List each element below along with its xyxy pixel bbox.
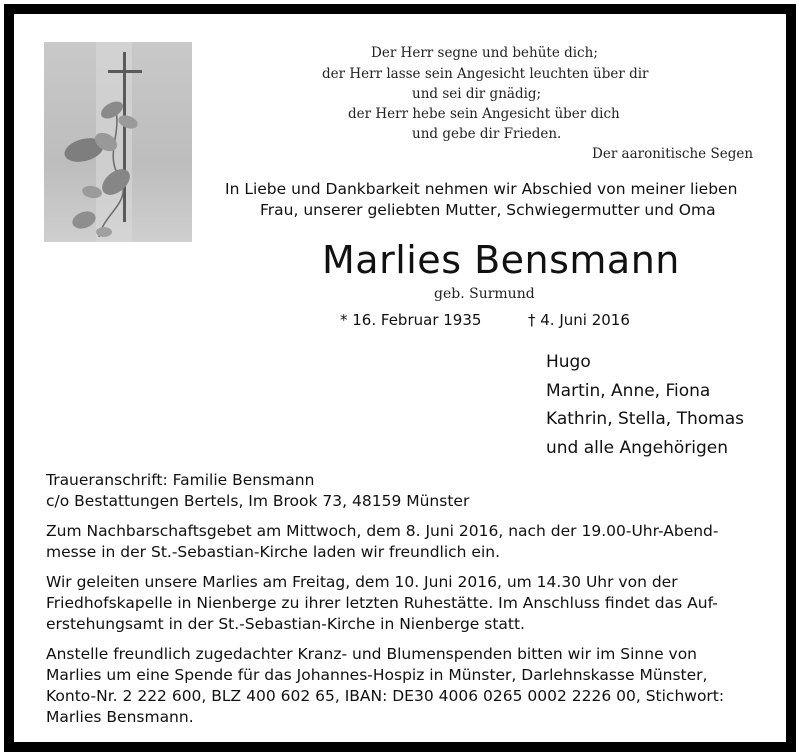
maiden-name: geb. Surmund: [434, 286, 535, 302]
family-member: und alle Angehörigen: [546, 438, 729, 458]
intro-line: Frau, unserer geliebten Mutter, Schwiegermutter und Oma: [260, 201, 716, 219]
birth-date: * 16. Februar 1935: [340, 311, 482, 329]
paragraph-line: Marlies Bensmann.: [46, 708, 194, 726]
family-member: Hugo: [546, 352, 591, 372]
death-date: † 4. Juni 2016: [528, 311, 630, 329]
paragraph-line: Friedhofskapelle in Nienberge zu ihrer letzten Ruhestätte. Im Anschluss findet das Auf-: [46, 594, 718, 612]
cross-ivy-icon: [44, 42, 192, 242]
address-line: Traueranschrift: Familie Bensmann: [46, 471, 315, 489]
family-member: Martin, Anne, Fiona: [546, 381, 711, 401]
paragraph-line: Wir geleiten unsere Marlies am Freitag, dem 10. Juni 2016, um 14.30 Uhr von der: [46, 573, 678, 591]
verse-line: und sei dir gnädig;: [412, 86, 542, 102]
family-member: Kathrin, Stella, Thomas: [546, 409, 744, 429]
deceased-name: Marlies Bensmann: [322, 238, 680, 282]
verse-line: Der Herr segne und behüte dich;: [371, 45, 598, 61]
verse-line: der Herr hebe sein Angesicht über dich: [348, 106, 620, 122]
cross-ivy-image: [44, 42, 192, 242]
paragraph-line: Anstelle freundlich zugedachter Kranz- und Blumenspenden bitten wir im Sinne von: [46, 645, 698, 663]
intro-line: In Liebe und Dankbarkeit nehmen wir Abschied von meiner lieben: [225, 180, 738, 198]
verse-source: Der aaronitische Segen: [592, 146, 754, 162]
verse-line: und gebe dir Frieden.: [412, 126, 562, 142]
paragraph-line: Marlies um eine Spende für das Johannes-Hospiz in Münster, Darlehnskasse Münster,: [46, 666, 708, 684]
address-line: c/o Bestattungen Bertels, Im Brook 73, 48159 Münster: [46, 492, 470, 510]
paragraph-line: Zum Nachbarschaftsgebet am Mittwoch, dem 8. Juni 2016, nach der 19.00-Uhr-Abend-: [46, 522, 719, 540]
verse-line: der Herr lasse sein Angesicht leuchten über dir: [322, 66, 649, 82]
paragraph-line: Konto-Nr. 2 222 600, BLZ 400 602 65, IBAN: DE30 4006 0265 0002 2226 00, Stichwort:: [46, 687, 725, 705]
paragraph-line: erstehungsamt in der St.-Sebastian-Kirche in Nienberge statt.: [46, 615, 525, 633]
paragraph-line: messe in der St.-Sebastian-Kirche laden wir freundlich ein.: [46, 543, 501, 561]
